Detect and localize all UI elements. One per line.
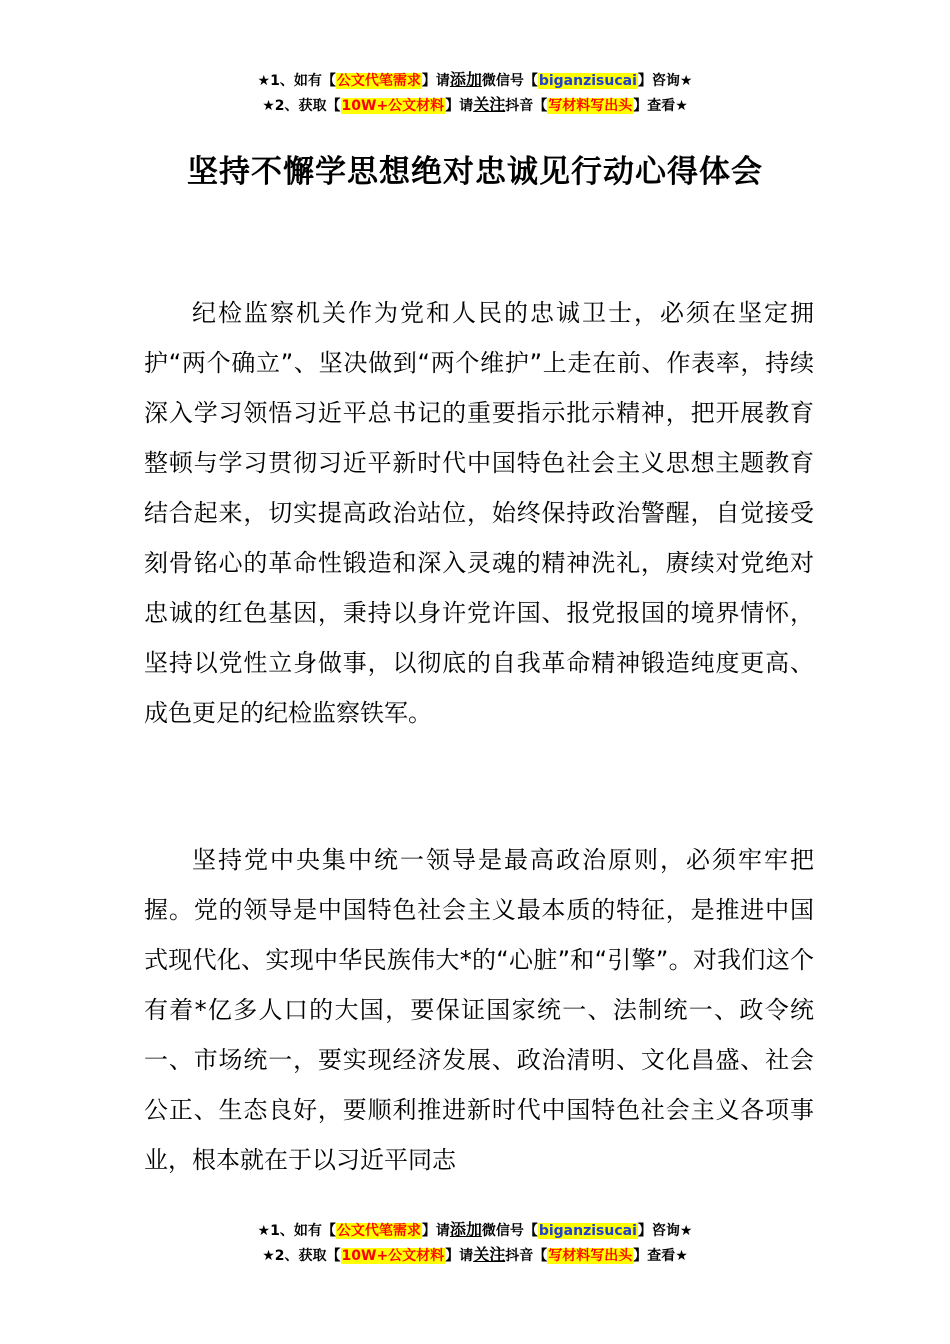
promo-line-2-mid2: 抖音【	[505, 98, 548, 114]
promo-line-2-mid2: 抖音【	[505, 1248, 548, 1264]
body-paragraph-1: 纪检监察机关作为党和人民的忠诚卫士，必须在坚定拥护“两个确立”、坚决做到“两个维护”上走在前、作表率，持续深入学习领悟习近平总书记的重要指示批示精神，把开展教育整顿与学习贯彻习近平新时代中国特色社会主义思想主题教育结合起来，切实提高政治站位，始终保持政治警醒，自觉接受刻骨铭心的革命性锻造和深入灵魂的精神洗礼，赓续对党绝对忠诚的红色基因，秉持以身许党许国、报党报国的境界情怀，坚持以党性立身做事，以彻底的自我革命精神锻造纯度更高、成色更足的纪检监察铁军。	[144, 299, 814, 727]
promo-line-1-emph: 添加	[449, 70, 482, 89]
douyin-account-highlight: 写材料写出头	[548, 1248, 633, 1264]
promo-line-1-mid1: 】请	[421, 73, 450, 89]
promo-line-2-prefix: ★2、获取【	[262, 1248, 341, 1264]
wechat-id-highlight: biganzisucai	[538, 73, 637, 89]
promo-line-2	[0, 1243, 950, 1268]
promo-line-1-suffix: 】咨询★	[637, 1223, 693, 1239]
materials-highlight: 10W+公文材料	[341, 1248, 445, 1264]
promo-line-1	[0, 1218, 950, 1243]
wechat-id-highlight: biganzisucai	[538, 1223, 637, 1239]
promo-line-1-mid2: 微信号【	[481, 1223, 538, 1239]
douyin-account-highlight: 写材料写出头	[548, 98, 633, 114]
document-title: 坚持不懈学思想绝对忠诚见行动心得体会	[187, 154, 763, 190]
promo-line-2-mid1: 】请	[445, 1248, 474, 1264]
promo-line-2-emph: 关注	[473, 1245, 506, 1264]
promo-line-1-mid2: 微信号【	[481, 73, 538, 89]
promo-line-1-prefix: ★1、如有【	[257, 1223, 336, 1239]
ghostwriting-highlight: 公文代笔需求	[336, 1223, 421, 1239]
promo-line-2-mid1: 】请	[445, 98, 474, 114]
body-paragraph-2: 坚持党中央集中统一领导是最高政治原则，必须牢牢把握。党的领导是中国特色社会主义最本质的特征，是推进中国式现代化、实现中华民族伟大*的“心脏”和“引擎”。对我们这个有着*亿多人口的大国，要保证国家统一、法制统一、政令统一、市场统一，要实现经济发展、政治清明、文化昌盛、社会公正、生态良好，要顺利推进新时代中国特色社会主义各项事业，根本就在于以习近平同志	[144, 846, 814, 1174]
promo-line-2	[0, 93, 950, 118]
promo-line-1-emph: 添加	[449, 1220, 482, 1239]
promo-line-2-prefix: ★2、获取【	[262, 98, 341, 114]
promo-line-2-suffix: 】查看★	[633, 1248, 688, 1264]
promo-line-1-mid1: 】请	[421, 1223, 450, 1239]
materials-highlight: 10W+公文材料	[341, 98, 445, 114]
promo-line-2-emph: 关注	[473, 95, 506, 114]
promo-line-1	[0, 68, 950, 93]
promo-line-2-suffix: 】查看★	[633, 98, 688, 114]
promo-line-1-suffix: 】咨询★	[637, 73, 693, 89]
header-promo-banner	[0, 68, 950, 118]
footer-promo-banner	[0, 1218, 950, 1268]
ghostwriting-highlight: 公文代笔需求	[336, 73, 421, 89]
promo-line-1-prefix: ★1、如有【	[257, 73, 336, 89]
